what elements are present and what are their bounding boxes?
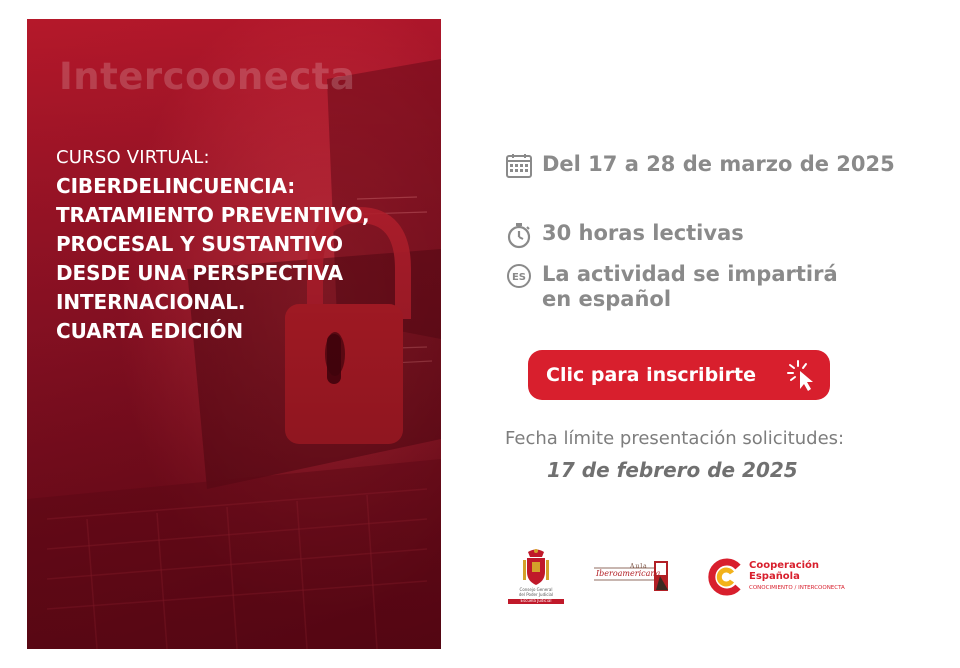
course-title-line: INTERNACIONAL. [56, 290, 246, 314]
language-line: La actividad se impartirá [542, 262, 838, 286]
course-title-line: CUARTA EDICIÓN [56, 319, 243, 343]
svg-text:ES: ES [511, 272, 527, 283]
consejo-poder-judicial-logo: Consejo General del Poder Judicial Escuela Judicial [508, 548, 564, 606]
course-language [505, 262, 838, 312]
intercoonecta-watermark: Intercoonecta [59, 55, 356, 98]
course-banner [27, 19, 441, 649]
course-language-text [542, 262, 838, 312]
aula-iberoamericana-logo: Aula Iberoamericana [590, 556, 680, 596]
register-button[interactable] [528, 350, 830, 400]
es-language-icon [505, 262, 533, 290]
course-dates-text: Del 17 a 28 de marzo de 2025 [542, 152, 895, 176]
course-dates [505, 152, 895, 180]
coat-of-arms-icon [508, 548, 564, 588]
cooperacion-c-icon [706, 557, 746, 597]
deadline-label: Fecha límite presentación solicitudes: [505, 428, 845, 449]
course-title-line: PROCESAL Y SUSTANTIVO [56, 232, 343, 256]
course-hours [505, 221, 744, 249]
course-title-line: DESDE UNA PERSPECTIVA [56, 261, 344, 285]
deadline-date: 17 de febrero de 2025 [547, 458, 798, 482]
stopwatch-icon [505, 221, 533, 249]
course-title [56, 172, 426, 346]
course-title-line: TRATAMIENTO PREVENTIVO, [56, 203, 370, 227]
course-hours-text: 30 horas lectivas [542, 221, 744, 245]
click-cursor-icon [786, 359, 820, 393]
language-line: en español [542, 287, 672, 311]
cooperacion-espanola-logo: Cooperación Española CONOCIMIENTO / INTERCOONECTA [706, 555, 866, 599]
course-title-line: CIBERDELINCUENCIA: [56, 174, 296, 198]
course-type-label: CURSO VIRTUAL: [56, 147, 210, 168]
calendar-icon [505, 152, 533, 180]
register-button-label: Clic para inscribirte [546, 364, 757, 386]
